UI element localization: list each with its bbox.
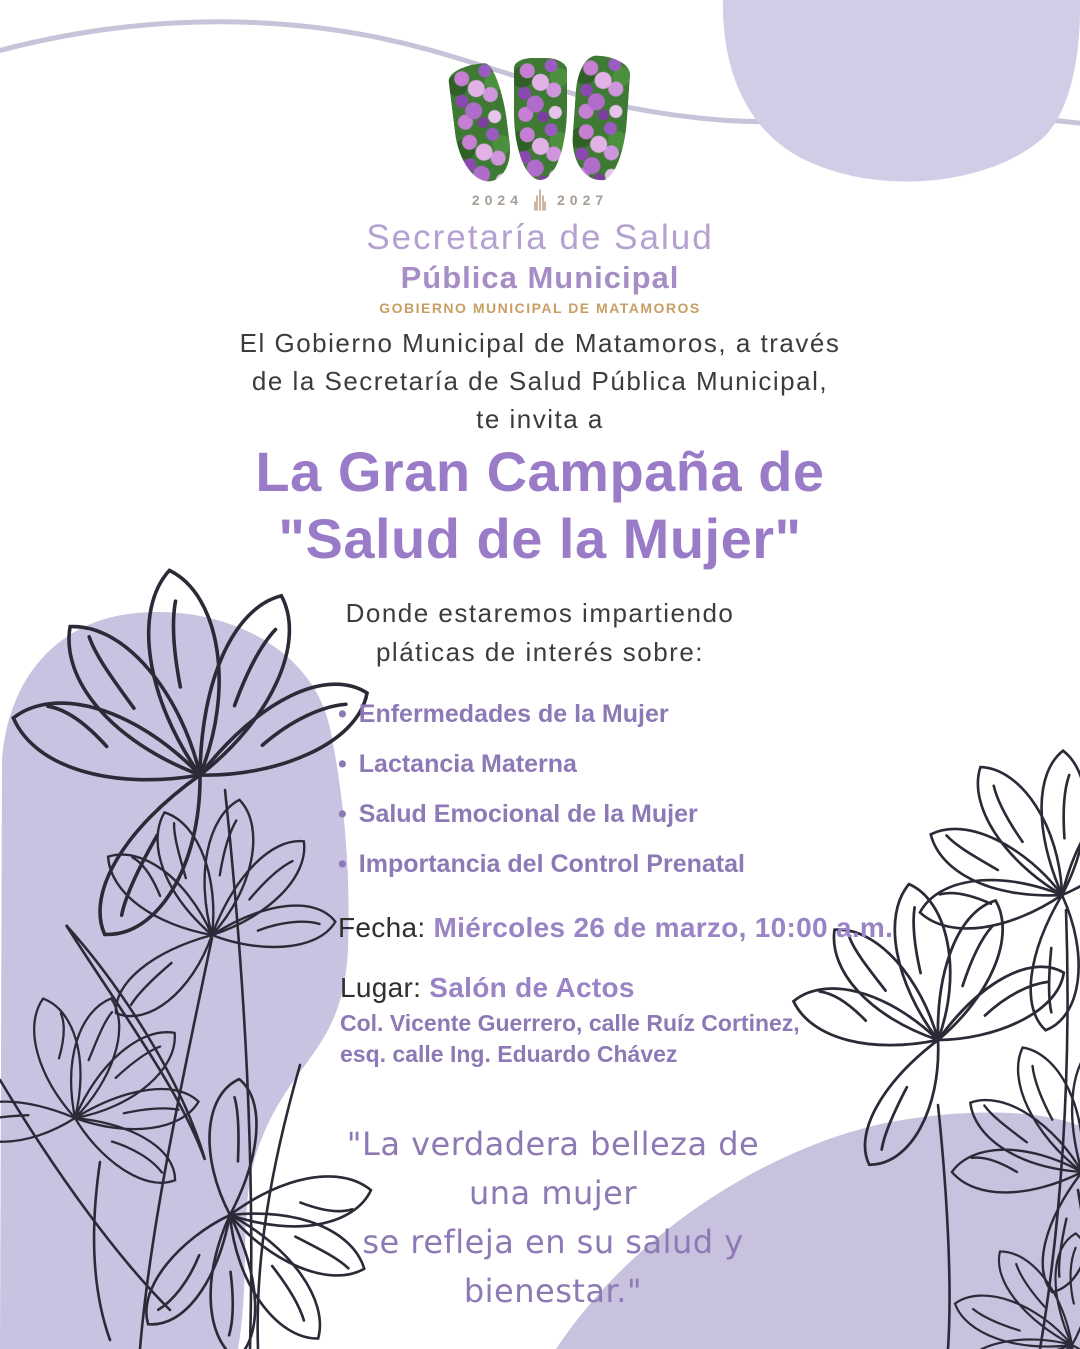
topic-item bbox=[338, 750, 745, 779]
logo-title-line1: Secretaría de Salud bbox=[366, 218, 714, 257]
quote-line2: se refleja en su salud y bienestar." bbox=[362, 1223, 744, 1310]
topics-intro-line1: Donde estaremos impartiendo bbox=[345, 598, 735, 628]
event-address bbox=[340, 1008, 800, 1070]
intro-line2: de la Secretaría de Salud Pública Municipal, bbox=[251, 366, 829, 396]
topics-intro bbox=[220, 594, 860, 672]
event-date bbox=[338, 912, 893, 944]
intro-line3: te invita a bbox=[476, 404, 604, 434]
bullet-icon: • bbox=[338, 800, 347, 828]
bullet-icon: • bbox=[338, 850, 347, 878]
campaign-title-line1: La Gran Campaña de bbox=[255, 440, 825, 503]
address-line2: esq. calle Ing. Eduardo Chávez bbox=[340, 1041, 678, 1067]
bullet-icon: • bbox=[338, 700, 347, 728]
event-place bbox=[340, 972, 635, 1004]
campaign-title-line2: "Salud de la Mujer" bbox=[278, 507, 802, 570]
logo-title-line2: Pública Municipal bbox=[400, 260, 680, 295]
intro-line1: El Gobierno Municipal de Matamoros, a través bbox=[239, 328, 841, 358]
topic-label: Salud Emocional de la Mujer bbox=[358, 800, 698, 828]
closing-quote bbox=[318, 1120, 788, 1316]
year-start: 2024 bbox=[471, 192, 523, 208]
year-end: 2027 bbox=[557, 192, 609, 208]
quote-line1: "La verdadera belleza de una mujer bbox=[346, 1125, 760, 1212]
place-value: Salón de Actos bbox=[429, 972, 635, 1003]
campaign-title bbox=[0, 438, 1080, 572]
topics-list bbox=[338, 700, 745, 900]
place-label: Lugar: bbox=[340, 972, 422, 1003]
logo-subtitle: GOBIERNO MUNICIPAL DE MATAMOROS bbox=[379, 300, 701, 316]
topic-item bbox=[338, 800, 745, 829]
topic-label: Lactancia Materna bbox=[358, 750, 577, 778]
bullet-icon: • bbox=[338, 750, 347, 778]
address-line1: Col. Vicente Guerrero, calle Ruíz Cortinez, bbox=[340, 1010, 800, 1036]
intro-paragraph bbox=[180, 324, 900, 438]
topic-label: Importancia del Control Prenatal bbox=[358, 850, 745, 878]
topics-intro-line2: pláticas de interés sobre: bbox=[375, 637, 705, 667]
topic-label: Enfermedades de la Mujer bbox=[358, 700, 669, 728]
date-value: Miércoles 26 de marzo, 10:00 a.m. bbox=[433, 912, 894, 943]
topic-item bbox=[338, 850, 745, 879]
date-label: Fecha: bbox=[338, 912, 426, 943]
topic-item bbox=[338, 700, 745, 729]
